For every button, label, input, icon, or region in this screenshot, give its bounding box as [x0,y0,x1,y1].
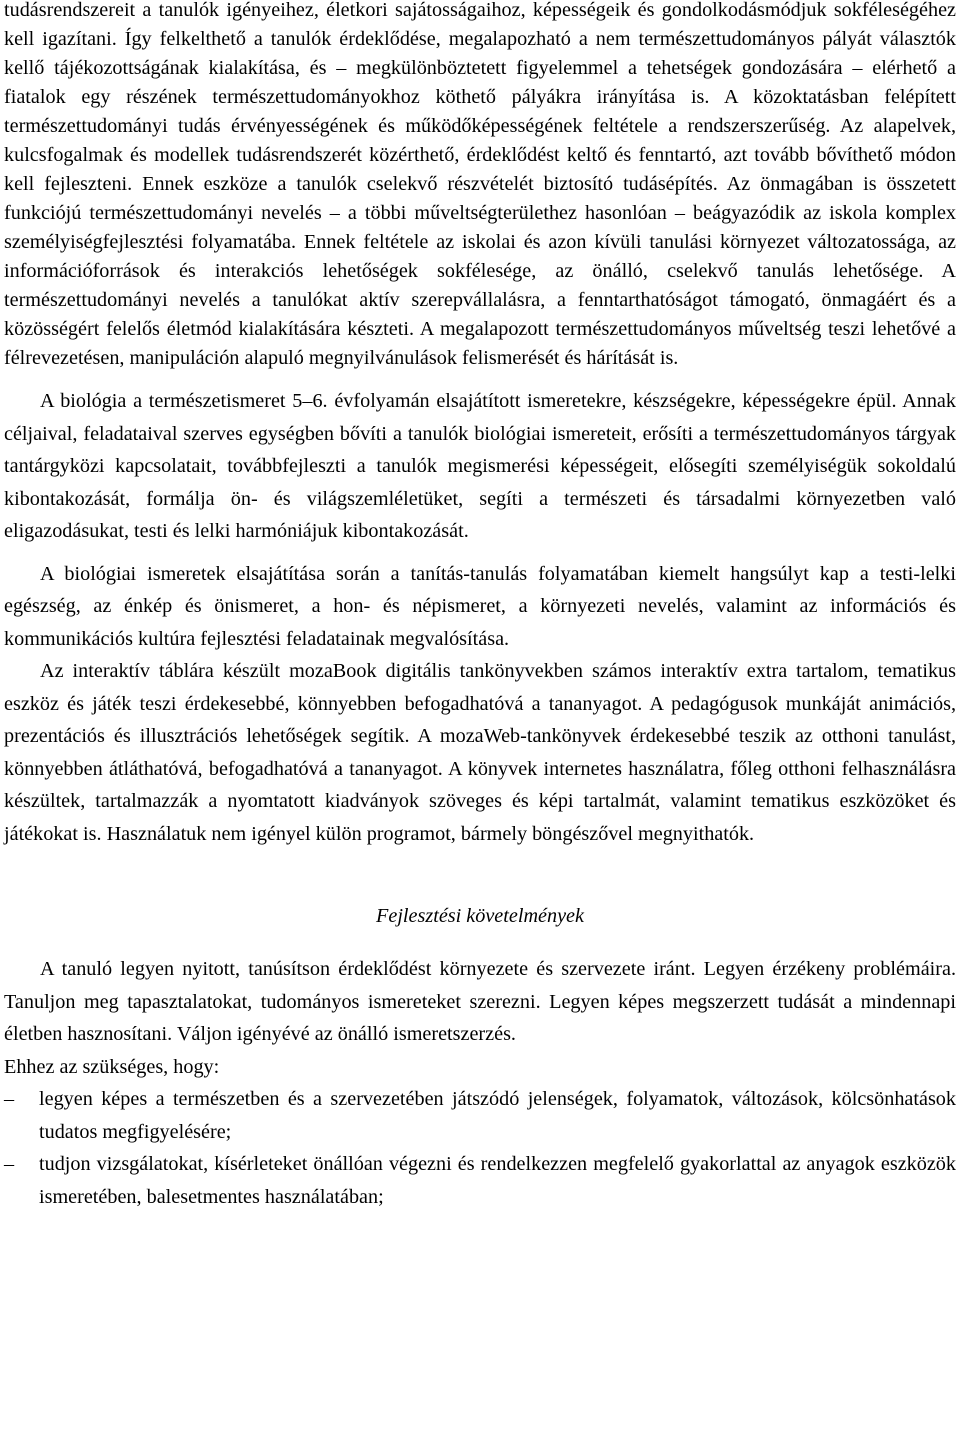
section-heading: Fejlesztési követelmények [376,905,584,927]
list-item-text: legyen képes a természetben és a szervezetében játszódó jelenségek, folyamatok, változások, kölcsönhatások tudatos megfigyelésére; [39,1088,956,1143]
section-focus [4,558,956,851]
paragraph-intro: tudásrendszereit a tanulók igényeihez, életkori sajátosságaihoz, képességeik és gondolkodásmódjuk sokféleségéhez kell igazítani. Így felkelthető a tanulók érdeklődése, megalapozható a nem természettudományos pályát választók kellő tájékozottságának kialakítása, és – megkülönböztetett figyelemmel a tehetségek gondozására – elérhető a fiatalok egy részének természettudományokhoz köthető pályákra irányítása is. A közoktatásban felépített természettudományi tudás érvényességének és működőképességének feltétele a rendszerszerűség. Az alapelvek, kulcsfogalmak és modellek tudásrendszerét közérthető, érdeklődést keltő és fenntartó, azt tovább bővíthető módon kell fejleszteni. Ennek eszköze a tanulók cselekvő részvételét biztosító tudásépítés. Az önmagában is összetett funkciójú természettudományi nevelés – a többi műveltségterülethez hasonlóan – beágyazódik az iskola komplex személyiségfejlesztési folyamatába. Ennek feltétele az iskolai és azon kívüli tanulási környezet változatossága, az információforrások és interakciós lehetőségek sokfélesége, az önálló, cselekvő tanulás lehetősége. A természettudományi nevelés a tanulókat aktív szerepvállalásra, a fenntarthatóságot támogató, önmagáért és a közösségért felelős életmód kialakítására készteti. A megalapozott természettudományos műveltség teszi lehetővé a félrevezetésen, manipuláción alapuló megnyilvánulások felismerését és hárítását is. [4,0,956,369]
paragraph-digital-books: Az interaktív táblára készült mozaBook digitális tankönyvekben számos interaktív extra tartalom, tematikus eszköz és játék teszi érdekesebbé, könnyebben befogadhatóvá a tananyagot. A pedagógusok munkáját animációs, prezentációs és illusztrációs lehetőségek segítik. A mozaWeb-tankönyvek érdekesebbé teszik az otthoni tanulást, könnyebben átláthatóvá, befogadhatóvá a tananyagot. A könyvek internetes használatra, főleg otthoni felhasználásra készültek, tartalmazzák a nyomtatott kiadványok szöveges és képi tartalmát, valamint tematikus eszközöket és játékokat is. Használatuk nem igényel külön programot, bármely böngészővel megnyithatók. [4,660,956,845]
section-requirements [4,953,956,1213]
paragraph-biology-basis: A biológia a természetismeret 5–6. évfolyamán elsajátított ismeretekre, készségekre, képességekre épül. Annak céljaival, feladataival szerves egységben bővíti a tanulók biológiai ismereteit, erősíti a természettudományos tárgyak tantárgyközi kapcsolatait, továbbfejleszti a tanulók megismerési képességeit, elősegíti személyiségük sokoldalú kibontakozását, formálja ön- és világszemléletüket, segíti a természeti és társadalmi környezetben való eligazodásukat, testi és lelki harmóniájuk kibontakozását. [4,390,956,542]
dash-marker: – [4,1153,15,1175]
dash-marker: – [4,1088,15,1110]
document-page [4,0,956,1213]
list-item [4,1148,956,1213]
list-item [4,1083,956,1148]
list-item-text: tudjon vizsgálatokat, kísérleteket önállóan végezni és rendelkezzen megfelelő gyakorlattal az anyagok eszközök ismeretében, balesetmentes használatában; [39,1153,956,1208]
paragraph-requirements: A tanuló legyen nyitott, tanúsítson érdeklődést környezete és szervezete iránt. Legyen érzékeny problémáira. Tanuljon meg tapasztalatokat, tudományos ismereteket szerezni. Legyen képes megszerzett tudását a mindennapi életben hasznosítani. Váljon igényévé az önálló ismeretszerzés. [4,958,956,1045]
list-intro: Ehhez az szükséges, hogy: [4,1055,220,1078]
section-continuation [4,0,956,373]
requirement-list [4,1083,956,1213]
section-biology [4,385,956,548]
paragraph-biology-focus: A biológiai ismeretek elsajátítása során a tanítás-tanulás folyamatában kiemelt hangsúlyt kap a testi-lelki egészség, az énkép és önismeret, a hon- és népismeret, a környezeti nevelés, valamint az információs és kommunikációs kultúra fejlesztési feladatainak megvalósítása. [4,562,956,650]
